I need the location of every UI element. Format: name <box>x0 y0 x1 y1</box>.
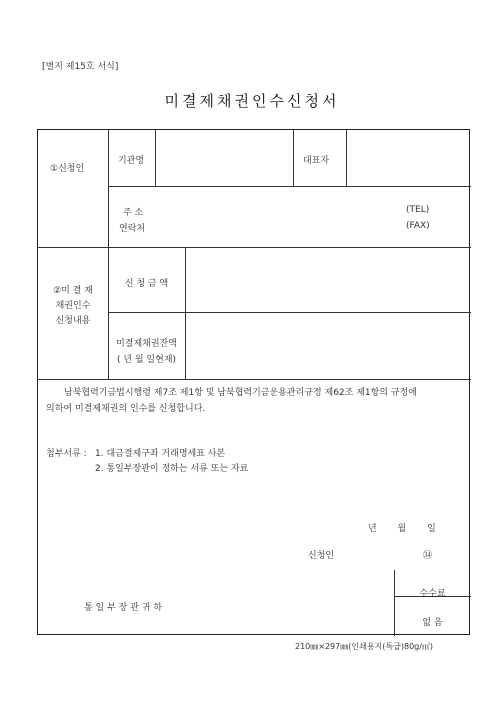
address-label: 주 소 <box>123 208 144 218</box>
addressee: 통 일 부 장 관 귀 하 <box>84 603 163 613</box>
contact-label: 연락처 <box>119 224 146 234</box>
date-line: 년 월 일 <box>368 524 436 534</box>
applicant-section-label: ①신청인 <box>50 164 85 174</box>
fee-value: 없 음 <box>422 618 443 628</box>
balance-label: 미결제채권잔액 <box>116 339 177 349</box>
statement-line-2: 의하여 미결제채권의 인수를 신청합니다. <box>46 404 206 414</box>
signer-label: 신청인 <box>308 551 335 561</box>
attachments-label: 첨부서류 : <box>46 449 87 459</box>
attachment-item-1: 1. 대금결제구좌 거래명세표 사본 <box>95 449 226 459</box>
amount-label: 신 청 금 액 <box>124 279 169 289</box>
fax-label: (FAX) <box>406 221 430 231</box>
statement-line-1: 남북협력기금법시행령 제7조 제1항 및 남북협력기금운용관리규정 제62조 제1항의 규정에 <box>64 388 417 398</box>
request-section-label-1: ②미 결 재 <box>53 286 93 296</box>
org-label: 기관명 <box>118 156 145 166</box>
balance-date-label: ( 년 월 일현재) <box>116 355 177 365</box>
form-number: [별지 제15호 서식] <box>42 62 119 72</box>
application-form <box>37 129 470 635</box>
fee-label: 수수료 <box>419 589 446 599</box>
tel-label: (TEL) <box>406 205 430 215</box>
seal-mark: ㉞ <box>423 551 433 561</box>
paper-spec: 210㎜×297㎜(인쇄용지(특급)80g/㎡) <box>295 642 434 651</box>
attachment-item-2: 2. 통일부장관이 정하는 서류 또는 자료 <box>95 464 249 474</box>
request-section-label-2: 채권인수 <box>55 301 91 311</box>
page-title: 미결제채권인수신청서 <box>164 92 340 110</box>
request-section-label-3: 신청내용 <box>55 316 91 326</box>
rep-label: 대표자 <box>303 156 330 166</box>
